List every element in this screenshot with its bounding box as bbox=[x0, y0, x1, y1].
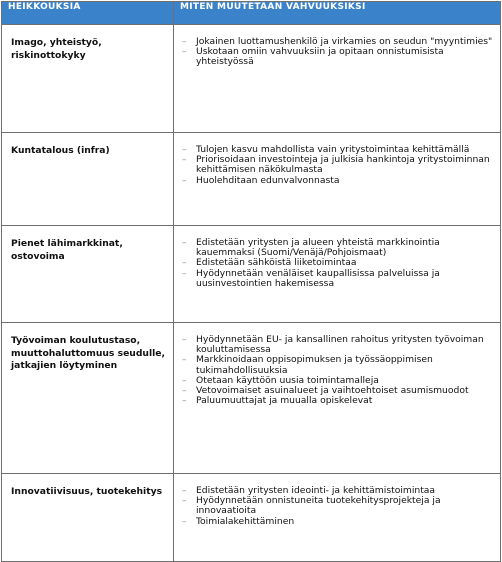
dash-bullet-icon: – bbox=[182, 374, 187, 386]
action-list bbox=[182, 335, 496, 406]
actions-cell bbox=[174, 323, 501, 474]
dash-bullet-icon: – bbox=[182, 257, 187, 269]
weakness-cell: Pienet lähimarkkinat, ostovoima bbox=[2, 226, 174, 323]
list-item: – Tulojen kasvu mahdollista vain yritystoimintaa kehittämällä bbox=[182, 144, 470, 155]
action-list bbox=[182, 37, 496, 68]
actions-cell bbox=[174, 226, 501, 323]
header-how-to-strengths: MITEN MUUTETAAN VAHVUUKSIKSI bbox=[174, 2, 501, 25]
actions-cell bbox=[174, 474, 501, 562]
dash-bullet-icon: – bbox=[182, 395, 187, 407]
list-item: – Huolehditaan edunvalvonnasta bbox=[182, 174, 340, 186]
table-header-row bbox=[2, 2, 501, 25]
list-item: – Markkinoidaan oppisopimuksen ja työssäoppimisen tukimahdollisuuksia bbox=[182, 354, 433, 376]
list-item: – Hyödynnetään EU- ja kansallinen rahoitus yritysten työvoiman kouluttamisessa bbox=[182, 334, 484, 356]
list-item: – Paluumuuttajat ja muualla opiskelevat bbox=[182, 395, 373, 407]
dash-bullet-icon: – bbox=[182, 334, 187, 345]
list-item: – Edistetään yritysten ideointi- ja kehittämistoimintaa bbox=[182, 485, 436, 496]
actions-cell bbox=[174, 133, 501, 226]
list-item: – Uskotaan omiin vahvuuksiin ja opitaan onnistumisista yhteistyössä bbox=[182, 46, 444, 68]
list-item: – Vetovoimaiset asuinalueet ja vaihtoehtoiset asumismuodot bbox=[182, 385, 469, 397]
action-list bbox=[182, 486, 496, 527]
header-weaknesses: HEIKKOUKSIA bbox=[2, 2, 174, 25]
dash-bullet-icon: – bbox=[182, 46, 187, 58]
weakness-cell: Imago, yhteistyö, riskinottokyky bbox=[2, 25, 174, 133]
dash-bullet-icon: – bbox=[182, 36, 187, 47]
actions-cell bbox=[174, 25, 501, 133]
weakness-cell: Kuntatalous (infra) bbox=[2, 133, 174, 226]
dash-bullet-icon: – bbox=[182, 385, 187, 397]
weakness-cell: Työvoiman koulutustaso, muuttohaluttomuus seudulle, jatkajien löytyminen bbox=[2, 323, 174, 474]
dash-bullet-icon: – bbox=[182, 174, 187, 186]
table-row bbox=[2, 226, 501, 323]
weaknesses-table bbox=[1, 1, 501, 562]
list-item: – Jokainen luottamushenkilö ja virkamies on seudun "myyntimies" bbox=[182, 36, 493, 47]
dash-bullet-icon: – bbox=[182, 515, 187, 527]
action-list bbox=[182, 238, 496, 289]
dash-bullet-icon: – bbox=[182, 495, 187, 507]
dash-bullet-icon: – bbox=[182, 144, 187, 155]
table-row bbox=[2, 323, 501, 474]
dash-bullet-icon: – bbox=[182, 485, 187, 496]
weakness-cell: Innovatiivisuus, tuotekehitys bbox=[2, 474, 174, 562]
table-row bbox=[2, 133, 501, 226]
list-item: – Hyödynnetään onnistuneita tuotekehitysprojekteja ja innovaatioita bbox=[182, 495, 441, 517]
list-item: – Edistetään yritysten ja alueen yhteistä markkinointia kauemmaksi (Suomi/Venäjä/Pohjoismaat) bbox=[182, 237, 440, 259]
list-item: – Hyödynnetään venäläiset kaupallisissa palveluissa ja uusinvestointien hakemisessa bbox=[182, 267, 440, 289]
list-item: – Otetaan käyttöön uusia toimintamalleja bbox=[182, 374, 379, 386]
dash-bullet-icon: – bbox=[182, 237, 187, 248]
action-list bbox=[182, 145, 496, 186]
dash-bullet-icon: – bbox=[182, 154, 187, 166]
table-row bbox=[2, 474, 501, 562]
list-item: – Edistetään sähköistä liiketoimintaa bbox=[182, 257, 357, 269]
table-row bbox=[2, 25, 501, 133]
list-item: – Toimialakehittäminen bbox=[182, 515, 295, 527]
dash-bullet-icon: – bbox=[182, 354, 187, 366]
dash-bullet-icon: – bbox=[182, 267, 187, 279]
list-item: – Priorisoidaan investointeja ja julkisia hankintoja yritystoiminnan kehittämisen näkökulmasta bbox=[182, 154, 490, 176]
